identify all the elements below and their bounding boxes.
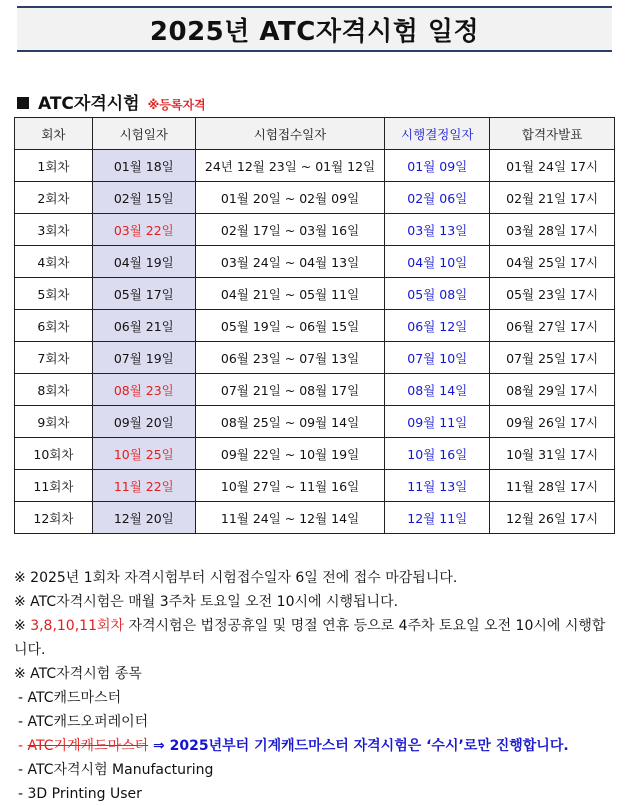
note-deadline: ※ 2025년 1회차 자격시험부터 시험접수일자 6일 전에 접수 마감됩니다. xyxy=(14,570,458,586)
notes-section xyxy=(14,566,618,806)
cell-exam-date: 08월 23일 xyxy=(92,374,195,406)
cell-registration-period: 05월 19일 ~ 06월 15일 xyxy=(195,310,385,342)
cell-result: 10월 31일 17시 xyxy=(490,438,615,470)
cell-round: 2회차 xyxy=(15,182,93,214)
table-row xyxy=(15,342,615,374)
subject-item: - ATC캐드오퍼레이터 xyxy=(18,714,149,730)
table-row xyxy=(15,182,615,214)
note-mark: ※ xyxy=(14,618,31,634)
cell-exam-date: 11월 22일 xyxy=(92,470,195,502)
cell-registration-period: 10월 27일 ~ 11월 16일 xyxy=(195,470,385,502)
cell-exam-date: 01월 18일 xyxy=(92,150,195,182)
cell-decision-date: 09월 11일 xyxy=(385,406,490,438)
col-header-exam-date: 시험일자 xyxy=(92,118,195,150)
cell-exam-date: 03월 22일 xyxy=(92,214,195,246)
col-header-registration: 시험접수일자 xyxy=(195,118,385,150)
cell-exam-date: 05월 17일 xyxy=(92,278,195,310)
page-title: 2025년 ATC자격시험 일정 xyxy=(149,16,480,47)
subject-item: - ATC자격시험 Manufacturing xyxy=(18,762,214,778)
cell-round: 11회차 xyxy=(15,470,93,502)
cell-result: 07월 25일 17시 xyxy=(490,342,615,374)
discontinued-subject: ATC기계캐드마스터 xyxy=(27,738,149,754)
cell-registration-period: 06월 23일 ~ 07월 13일 xyxy=(195,342,385,374)
cell-round: 8회차 xyxy=(15,374,93,406)
cell-result: 11월 28일 17시 xyxy=(490,470,615,502)
registered-note: ※등록자격 xyxy=(147,98,206,112)
table-row xyxy=(15,150,615,182)
discontinued-note: ⇒ 2025년부터 기계캐드마스터 자격시험은 ‘수시’로만 진행합니다. xyxy=(148,738,569,754)
table-row xyxy=(15,310,615,342)
cell-decision-date: 12월 11일 xyxy=(385,502,490,534)
cell-registration-period: 02월 17일 ~ 03월 16일 xyxy=(195,214,385,246)
table-row xyxy=(15,214,615,246)
cell-round: 4회차 xyxy=(15,246,93,278)
cell-decision-date: 01월 09일 xyxy=(385,150,490,182)
section-title: ATC자격시험 xyxy=(38,94,140,114)
square-bullet-icon xyxy=(17,97,29,109)
table-row xyxy=(15,470,615,502)
cell-decision-date: 07월 10일 xyxy=(385,342,490,374)
cell-decision-date: 10월 16일 xyxy=(385,438,490,470)
col-header-round: 회차 xyxy=(15,118,93,150)
table-row xyxy=(15,502,615,534)
cell-result: 06월 27일 17시 xyxy=(490,310,615,342)
cell-result: 03월 28일 17시 xyxy=(490,214,615,246)
note-schedule: ※ ATC자격시험은 매월 3주차 토요일 오전 10시에 시행됩니다. xyxy=(14,594,399,610)
cell-decision-date: 03월 13일 xyxy=(385,214,490,246)
cell-result: 12월 26일 17시 xyxy=(490,502,615,534)
col-header-result: 합격자발표 xyxy=(490,118,615,150)
cell-decision-date: 02월 06일 xyxy=(385,182,490,214)
cell-decision-date: 04월 10일 xyxy=(385,246,490,278)
table-row xyxy=(15,406,615,438)
cell-registration-period: 09월 22일 ~ 10월 19일 xyxy=(195,438,385,470)
cell-exam-date: 06월 21일 xyxy=(92,310,195,342)
cell-exam-date: 10월 25일 xyxy=(92,438,195,470)
dash: - xyxy=(18,738,28,754)
cell-registration-period: 07월 21일 ~ 08월 17일 xyxy=(195,374,385,406)
cell-decision-date: 11월 13일 xyxy=(385,470,490,502)
subject-item: - ATC캐드마스터 xyxy=(18,690,122,706)
cell-decision-date: 08월 14일 xyxy=(385,374,490,406)
cell-registration-period: 01월 20일 ~ 02월 09일 xyxy=(195,182,385,214)
cell-registration-period: 24년 12월 23일 ~ 01월 12일 xyxy=(195,150,385,182)
cell-round: 12회차 xyxy=(15,502,93,534)
section-heading xyxy=(17,89,206,114)
cell-exam-date: 12월 20일 xyxy=(92,502,195,534)
cell-registration-period: 04월 21일 ~ 05월 11일 xyxy=(195,278,385,310)
subject-item-discontinued xyxy=(14,734,618,758)
cell-registration-period: 11월 24일 ~ 12월 14일 xyxy=(195,502,385,534)
cell-registration-period: 08월 25일 ~ 09월 14일 xyxy=(195,406,385,438)
title-banner xyxy=(17,6,612,52)
cell-result: 02월 21일 17시 xyxy=(490,182,615,214)
exception-rounds: 3,8,10,11회차 xyxy=(30,618,125,634)
cell-round: 5회차 xyxy=(15,278,93,310)
cell-exam-date: 04월 19일 xyxy=(92,246,195,278)
col-header-decision-date: 시행결정일자 xyxy=(385,118,490,150)
schedule-table xyxy=(14,117,615,534)
table-header-row xyxy=(15,118,615,150)
cell-exam-date: 07월 19일 xyxy=(92,342,195,374)
cell-exam-date: 09월 20일 xyxy=(92,406,195,438)
cell-registration-period: 03월 24일 ~ 04월 13일 xyxy=(195,246,385,278)
cell-round: 7회차 xyxy=(15,342,93,374)
table-row xyxy=(15,374,615,406)
cell-result: 01월 24일 17시 xyxy=(490,150,615,182)
note-exception xyxy=(14,614,618,662)
cell-round: 1회차 xyxy=(15,150,93,182)
table-row xyxy=(15,246,615,278)
note-subjects: ※ ATC자격시험 종목 xyxy=(14,666,142,682)
cell-result: 08월 29일 17시 xyxy=(490,374,615,406)
exception-text: 자격시험은 법정공휴일 및 명절 연휴 등으로 4주차 토요일 오전 10시에 시행합니다. xyxy=(14,618,606,658)
cell-result: 05월 23일 17시 xyxy=(490,278,615,310)
table-row xyxy=(15,438,615,470)
cell-exam-date: 02월 15일 xyxy=(92,182,195,214)
cell-round: 9회차 xyxy=(15,406,93,438)
cell-decision-date: 06월 12일 xyxy=(385,310,490,342)
cell-round: 10회차 xyxy=(15,438,93,470)
cell-round: 6회차 xyxy=(15,310,93,342)
subject-item: - 3D Printing User xyxy=(18,786,142,802)
cell-result: 09월 26일 17시 xyxy=(490,406,615,438)
cell-round: 3회차 xyxy=(15,214,93,246)
cell-result: 04월 25일 17시 xyxy=(490,246,615,278)
cell-decision-date: 05월 08일 xyxy=(385,278,490,310)
table-row xyxy=(15,278,615,310)
